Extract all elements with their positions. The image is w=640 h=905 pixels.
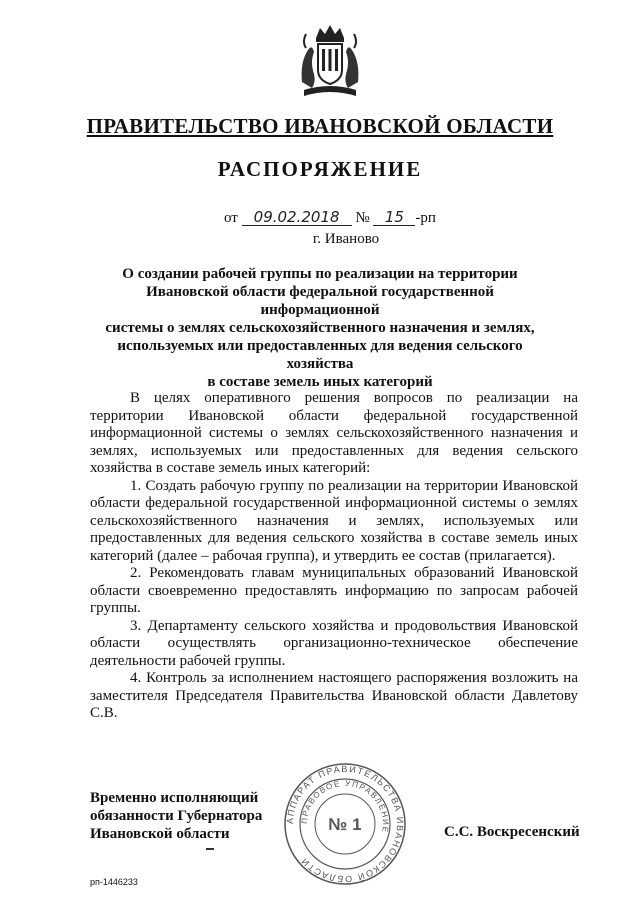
document-type: РАСПОРЯЖЕНИЕ	[217, 157, 423, 181]
from-label: от	[224, 210, 238, 226]
official-stamp	[283, 762, 407, 886]
document-subject	[90, 265, 550, 391]
item-3: 3. Департаменту сельского хозяйства и продовольствия Ивановской области осуществлять организационно-техническое обеспечение деятельности рабочей группы.	[90, 617, 578, 669]
city: г. Иваново	[312, 231, 380, 247]
position-line: Ивановской области	[90, 826, 230, 842]
government-title: ПРАВИТЕЛЬСТВО ИВАНОВСКОЙ ОБЛАСТИ	[86, 114, 554, 138]
number-suffix: -рп	[415, 210, 436, 226]
document-meta	[224, 209, 436, 227]
subject-line: О создании рабочей группы по реализации на территории	[122, 266, 518, 282]
item-1: 1. Создать рабочую группу по реализации на территории Ивановской области федеральной государственной информационной системы о землях сельскохозяйственного назначения и землях, используемых или предоставленных для ведения сельского хозяйства в составе земель иных категорий (далее – рабочая группа), и утвердить ее состав (прилагается).	[90, 477, 578, 564]
signatory-name: С.С. Воскресенский	[444, 824, 580, 840]
item-2: 2. Рекомендовать главам муниципальных образований Ивановской области своевременно предоставлять информацию по запросам рабочей группы.	[90, 565, 578, 616]
signature-mark	[206, 848, 214, 850]
stamp-inner-text: ПРАВОВОЕ УПРАВЛЕНИЕ	[299, 778, 391, 835]
intro-paragraph: В целях оперативного решения вопросов по реализации на территории Ивановской области федеральной государственной информационной системы о землях сельскохозяйственного назначения и землях, используемых или предоставленных для ведения сельского хозяйства в составе земель иных категорий:	[90, 390, 578, 476]
document-date: 09.02.2018	[242, 209, 352, 226]
stamp-outer-text: АППАРАТ ПРАВИТЕЛЬСТВА ИВАНОВСКОЙ ОБЛАСТИ	[284, 763, 406, 885]
stamp-center: № 1	[328, 815, 362, 834]
position-line: обязанности Губернатора	[90, 808, 263, 824]
item-4: 4. Контроль за исполнением настоящего распоряжения возложить на заместителя Председателя Правительства Ивановской области Давлетову С.В.	[90, 670, 578, 721]
subject-line: в составе земель иных категорий	[207, 374, 433, 390]
signatory-position	[90, 789, 310, 843]
registration-number: рп-1446233	[90, 877, 138, 887]
number-label: №	[355, 210, 370, 226]
position-line: Временно исполняющий	[90, 790, 259, 806]
document-body	[90, 390, 578, 723]
document-number: 15	[373, 209, 415, 226]
coat-of-arms-emblem	[294, 22, 366, 102]
subject-line: Ивановской области федеральной государственной информационной	[146, 284, 494, 318]
subject-line: системы о землях сельскохозяйственного назначения и землях,	[105, 320, 535, 336]
subject-line: используемых или предоставленных для ведения сельского хозяйства	[117, 338, 523, 372]
